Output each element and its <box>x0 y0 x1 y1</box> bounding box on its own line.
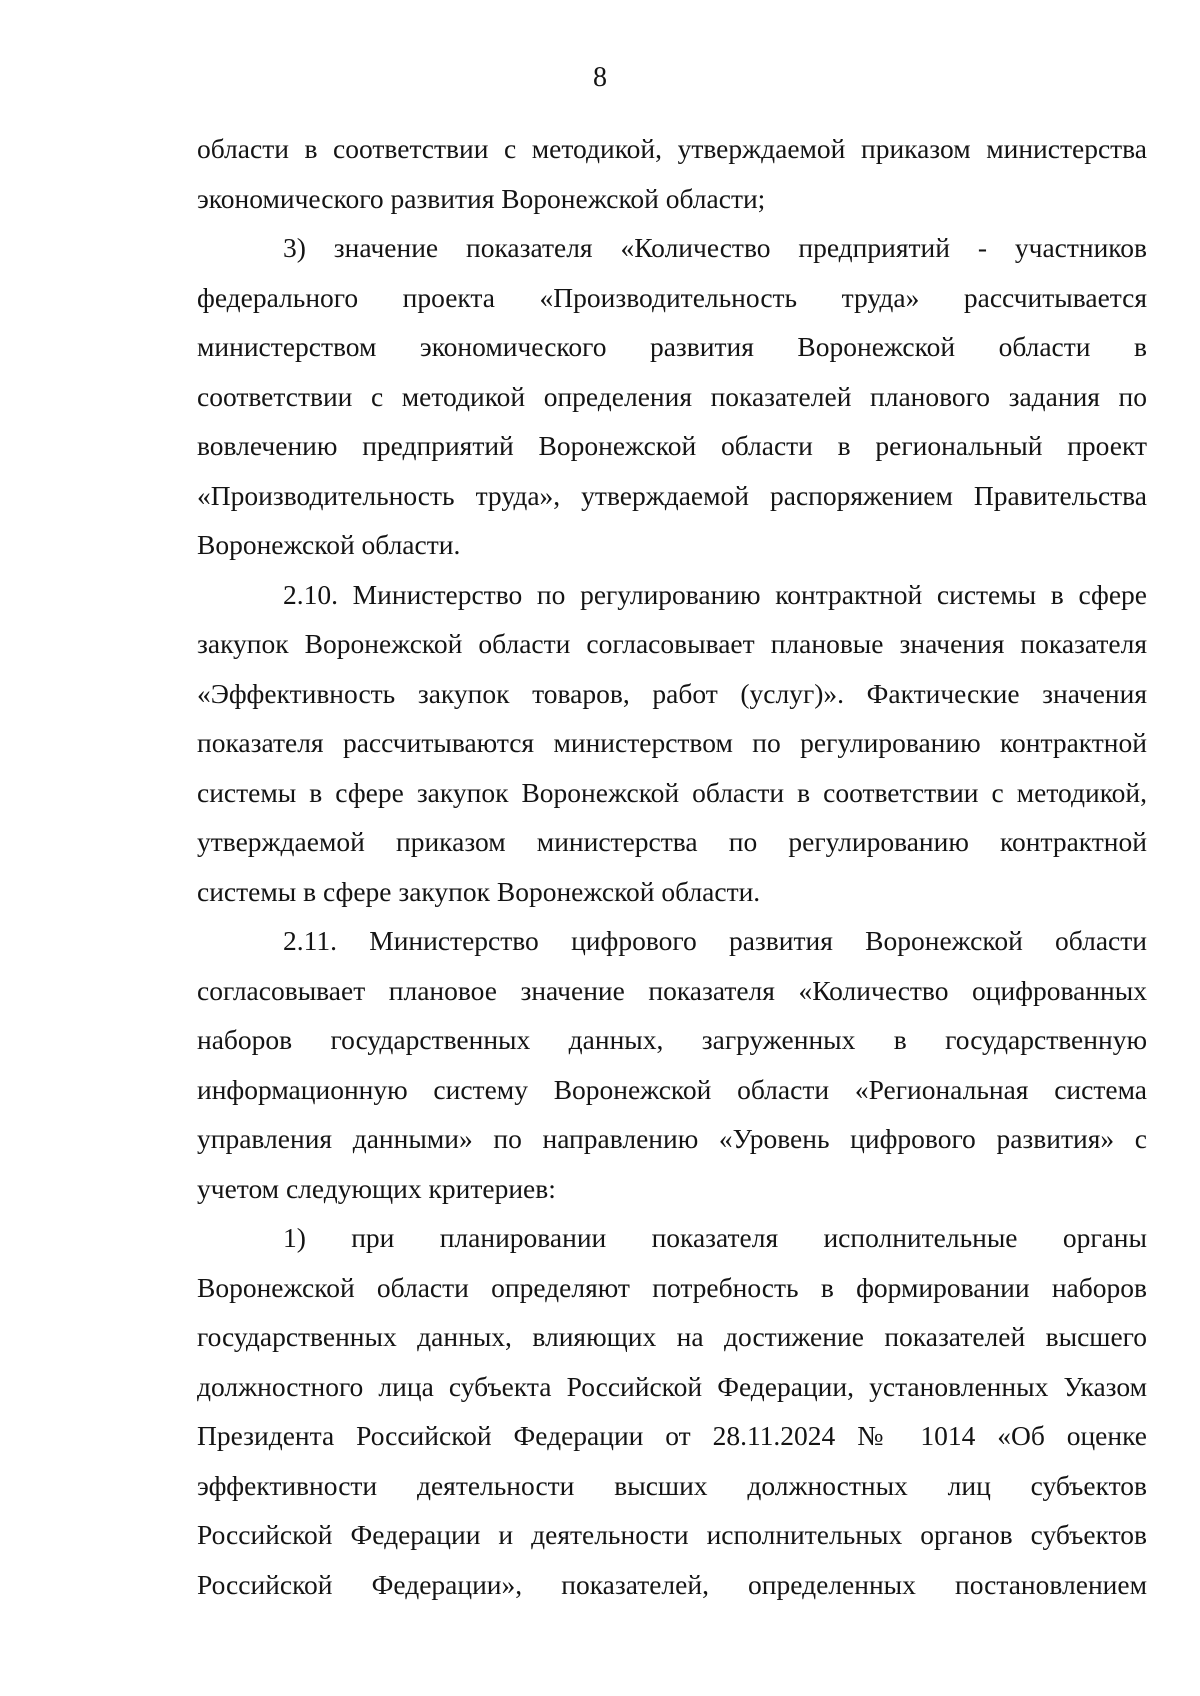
text-line: согласовывает плановое значение показателя «Количество оцифрованных <box>197 974 1147 1006</box>
text-line: должностного лица субъекта Российской Федерации, установленных Указом <box>197 1370 1147 1402</box>
text-line: системы в сфере закупок Воронежской области. <box>197 875 761 907</box>
text-line: Воронежской области. <box>197 529 461 560</box>
text-line: 3) значение показателя «Количество предприятий - участников <box>283 232 1147 263</box>
text-line: 2.11. Министерство цифрового развития Воронежской области <box>283 925 1147 956</box>
text-line: информационную систему Воронежской области «Региональная система <box>197 1073 1147 1105</box>
text-line: системы в сфере закупок Воронежской области в соответствии с методикой, <box>197 776 1147 808</box>
text-line: области в соответствии с методикой, утверждаемой приказом министерства <box>197 133 1147 164</box>
text-line: вовлечению предприятий Воронежской области в региональный проект <box>197 430 1147 461</box>
text-line: утверждаемой приказом министерства по регулированию контрактной <box>197 826 1147 857</box>
page-number: 8 <box>593 62 607 93</box>
paragraph <box>197 223 1147 570</box>
text-line: экономического развития Воронежской области; <box>197 182 766 214</box>
paragraph <box>197 1213 1147 1609</box>
text-line: «Эффективность закупок товаров, работ (услуг)». Фактические значения <box>197 677 1147 709</box>
text-line: Российской Федерации», показателей, определенных постановлением <box>197 1568 1147 1600</box>
paragraph <box>197 124 1147 223</box>
text-line: 2.10. Министерство по регулированию контрактной системы в сфере <box>283 578 1147 610</box>
text-line: соответствии с методикой определения показателей планового задания по <box>197 380 1147 412</box>
text-line: учетом следующих критериев: <box>197 1172 556 1204</box>
text-line: Президента Российской Федерации от 28.11.2024 № 1014 «Об оценке <box>197 1420 1147 1451</box>
text-line: государственных данных, влияющих на достижение показателей высшего <box>197 1321 1147 1352</box>
document-body <box>197 124 1147 1609</box>
text-line: 1) при планировании показателя исполнительные органы <box>283 1222 1147 1253</box>
text-line: министерством экономического развития Воронежской области в <box>197 331 1147 362</box>
text-line: наборов государственных данных, загруженных в государственную <box>197 1024 1147 1055</box>
text-line: закупок Воронежской области согласовывает плановые значения показателя <box>197 628 1147 659</box>
text-line: управления данными» по направлению «Уровень цифрового развития» с <box>197 1123 1147 1154</box>
paragraph <box>197 916 1147 1213</box>
text-line: Воронежской области определяют потребность в формировании наборов <box>197 1271 1147 1303</box>
text-line: «Производительность труда», утверждаемой распоряжением Правительства <box>197 479 1147 511</box>
text-line: показателя рассчитываются министерством по регулированию контрактной <box>197 727 1147 758</box>
text-line: Российской Федерации и деятельности исполнительных органов субъектов <box>197 1519 1147 1550</box>
text-line: эффективности деятельности высших должностных лиц субъектов <box>197 1469 1147 1501</box>
paragraph <box>197 570 1147 917</box>
text-line: федерального проекта «Производительность труда» рассчитывается <box>197 281 1147 313</box>
